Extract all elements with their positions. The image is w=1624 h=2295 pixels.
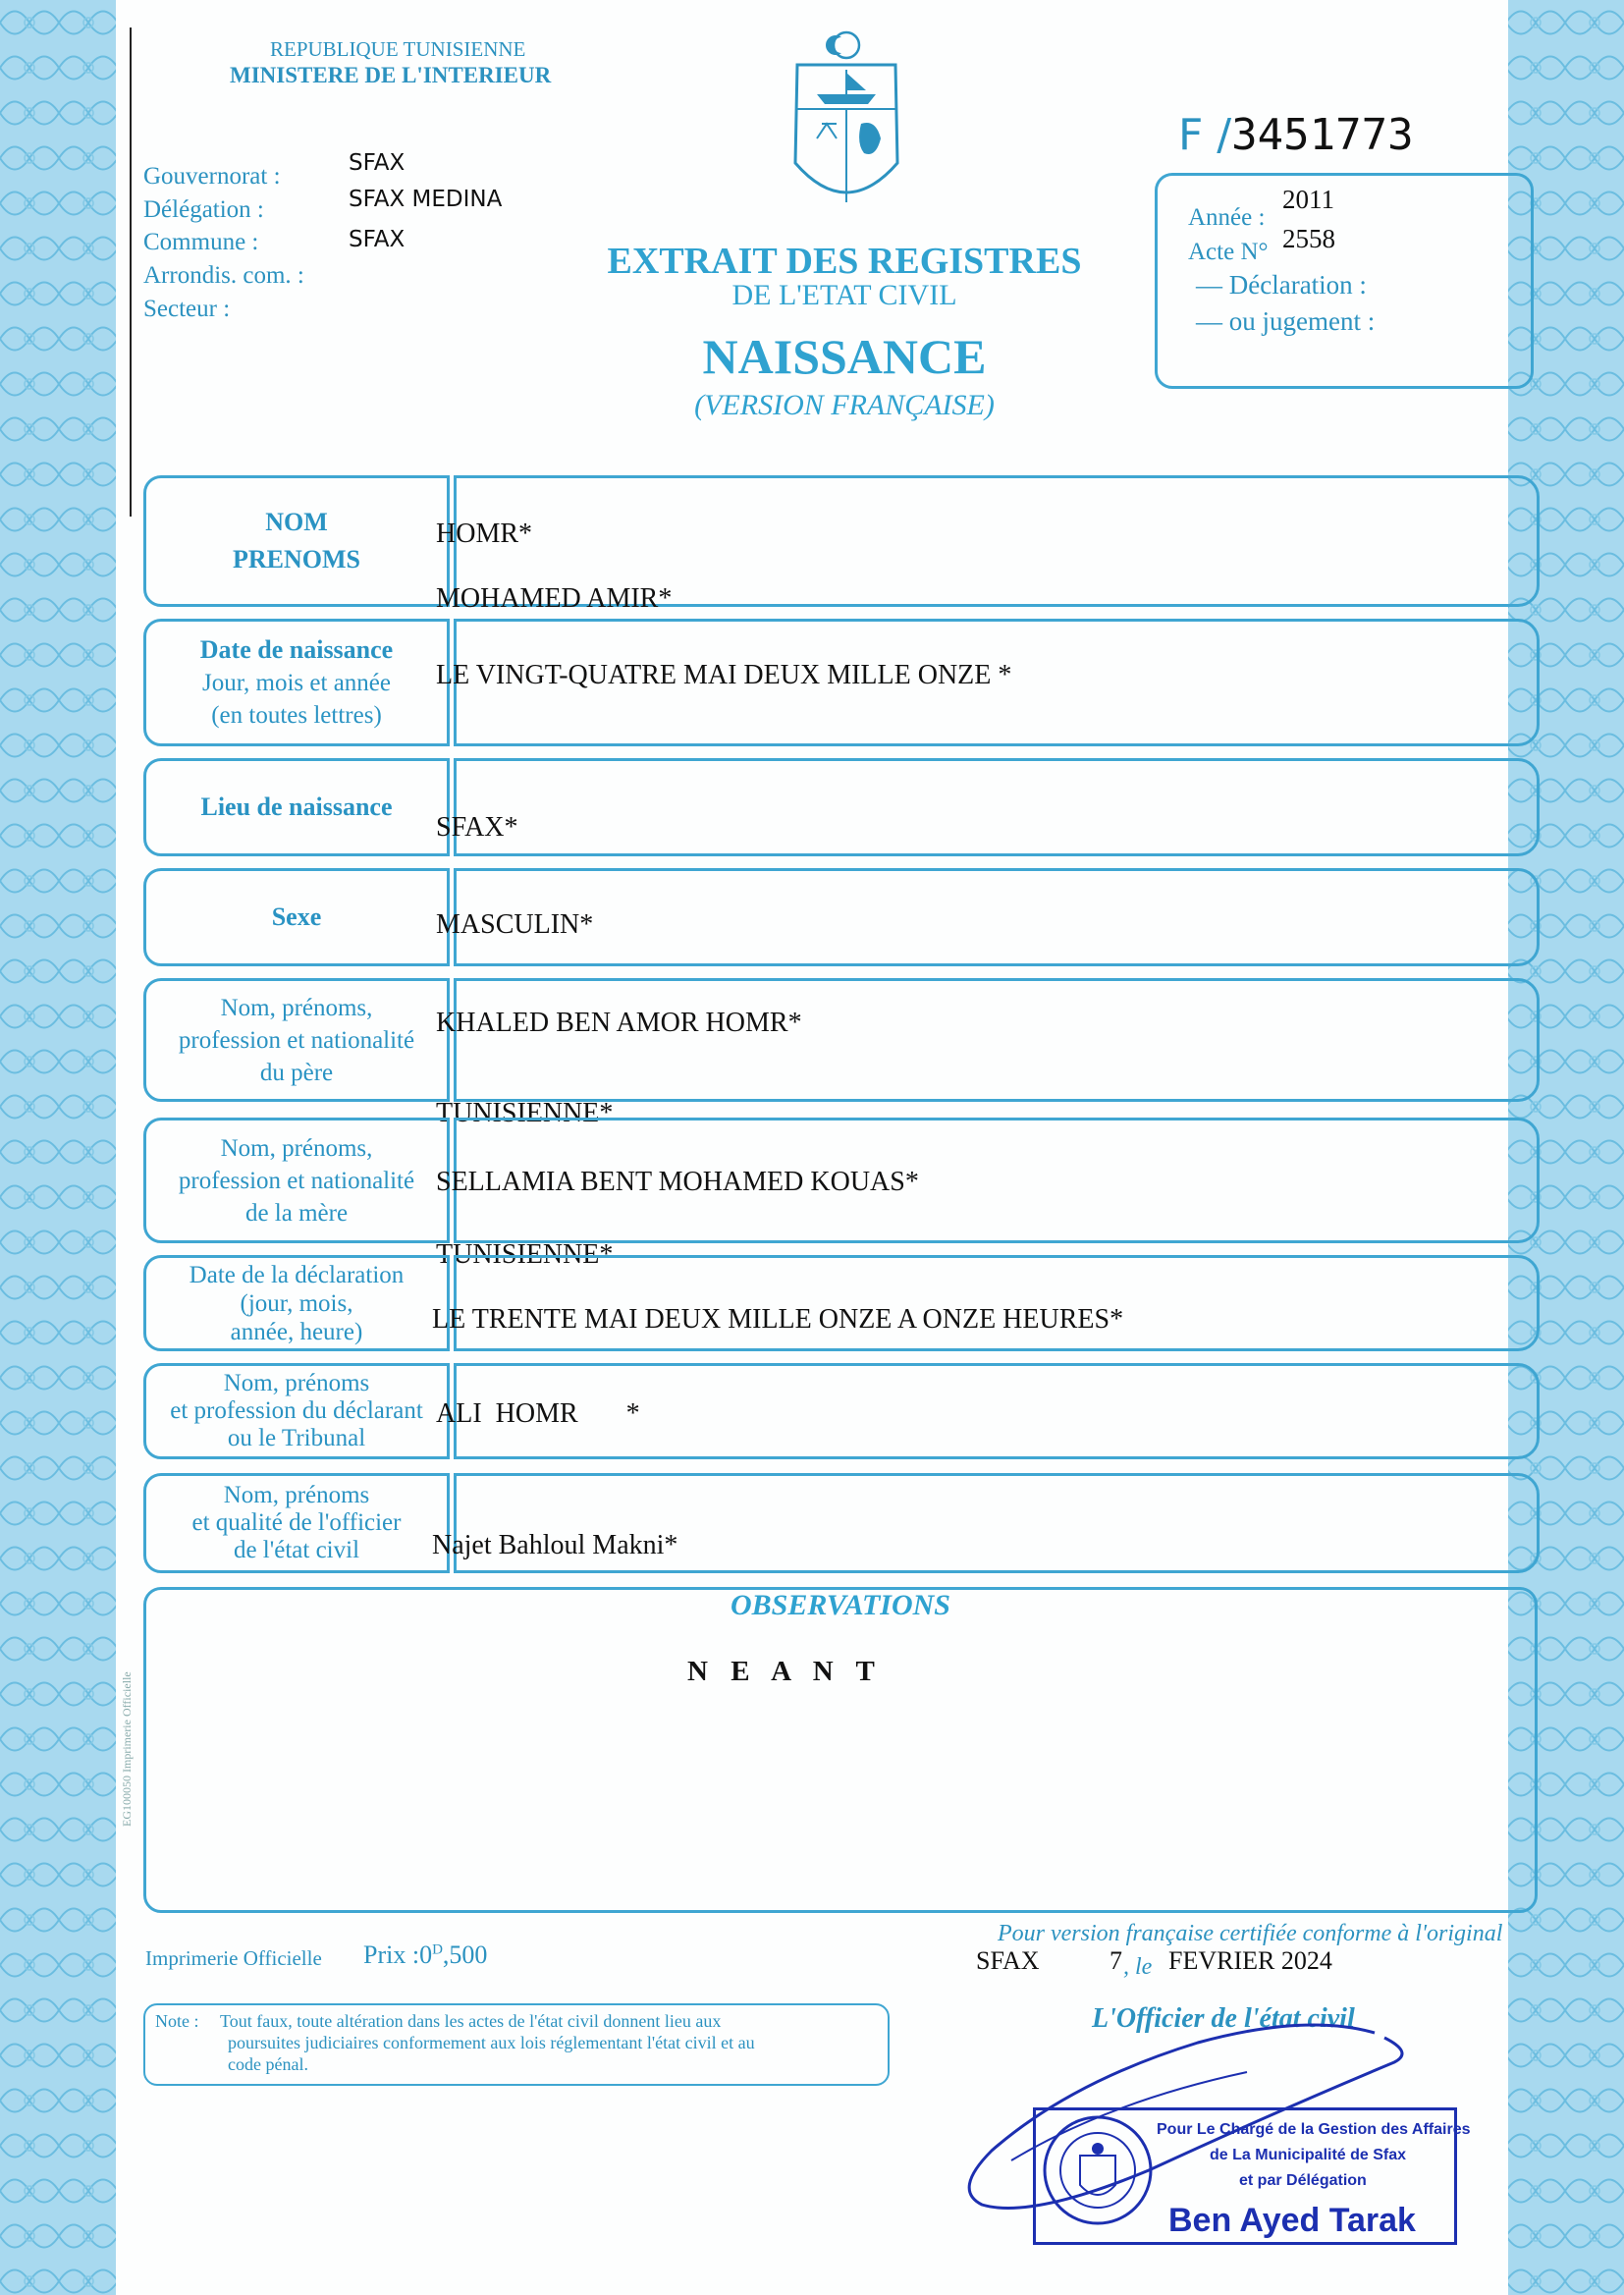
- price: [363, 1940, 487, 1970]
- le-label: , le: [1123, 1954, 1153, 1980]
- commune-value: SFAX: [349, 227, 406, 252]
- officier-label-1: Nom, prénoms: [223, 1482, 370, 1508]
- tunisia-coat-of-arms-icon: [778, 26, 915, 222]
- month-year-value: FEVRIER 2024: [1168, 1946, 1332, 1975]
- declaration-label: — Déclaration :: [1196, 270, 1367, 300]
- mere-label-1: Nom, prénoms,: [220, 1134, 373, 1162]
- price-prefix: Prix :0: [363, 1940, 433, 1969]
- decl-label-3: année, heure): [230, 1318, 363, 1345]
- observations-box: [143, 1587, 1538, 1913]
- secteur-label: Secteur :: [143, 296, 231, 322]
- pere-value-cell: [454, 978, 1540, 1102]
- declaration-date-value-cell: [454, 1255, 1540, 1351]
- serial-value: 3451773: [1231, 110, 1414, 160]
- mere-label-cell: [143, 1118, 450, 1243]
- declarant-label-2: et profession du déclarant: [170, 1397, 423, 1424]
- declarant-label-1: Nom, prénoms: [223, 1370, 370, 1396]
- observations-value: N E A N T: [687, 1656, 883, 1687]
- declaration-date-value: LE TRENTE MAI DEUX MILLE ONZE A ONZE HEURES*: [432, 1304, 1124, 1335]
- price-end: ,500: [442, 1940, 488, 1969]
- mere-nationality: TUNISIENNE*: [436, 1239, 614, 1270]
- observations-title: OBSERVATIONS: [731, 1589, 950, 1621]
- price-sup: D: [432, 1941, 443, 1958]
- arrondissement-label: Arrondis. com. :: [143, 262, 304, 289]
- title-line4: (VERSION FRANÇAISE): [694, 389, 995, 421]
- officier-label-cell: [143, 1473, 450, 1573]
- note-line-1: Tout faux, toute altération dans les actes de l'état civil donnent lieu aux: [220, 2011, 722, 2031]
- dob-label: Date de naissance: [199, 635, 394, 664]
- serial-prefix: F /: [1178, 110, 1232, 160]
- acte-value: 2558: [1282, 224, 1335, 253]
- mere-label-3: de la mère: [244, 1199, 349, 1227]
- country-name: REPUBLIQUE TUNISIENNE: [270, 37, 526, 61]
- nom-label-cell: [143, 475, 450, 607]
- annee-label: Année :: [1188, 204, 1266, 231]
- city-value: SFAX: [976, 1946, 1040, 1975]
- day-value: 7: [1110, 1946, 1122, 1975]
- certified-text: Pour version française certifiée conforme à l'original: [998, 1921, 1503, 1946]
- officier-label-3: de l'état civil: [233, 1537, 360, 1563]
- sexe-label: Sexe: [271, 902, 322, 931]
- side-imprint: EG100050 Imprimerie Officielle: [120, 1671, 134, 1827]
- dob-sublabel-2: (en toutes lettres): [211, 702, 382, 729]
- declaration-date-label-cell: [143, 1255, 450, 1351]
- declarant-value: ALI HOMR *: [436, 1398, 640, 1429]
- left-rule: [130, 27, 132, 517]
- imprimerie-label: Imprimerie Officielle: [145, 1946, 322, 1970]
- prenoms-value: MOHAMED AMIR*: [436, 583, 673, 614]
- mere-value: SELLAMIA BENT MOHAMED KOUAS*: [436, 1167, 919, 1197]
- lieu-label-cell: [143, 758, 450, 856]
- commune-label: Commune :: [143, 229, 259, 255]
- title-line3: NAISSANCE: [702, 329, 987, 384]
- ministry-name: MINISTERE DE L'INTERIEUR: [230, 63, 552, 87]
- sexe-value-cell: [454, 868, 1540, 966]
- pere-label-cell: [143, 978, 450, 1102]
- officier-value: Najet Bahloul Makni*: [432, 1530, 678, 1560]
- declarant-label-3: ou le Tribunal: [227, 1425, 366, 1451]
- nom-label: NOM: [265, 508, 328, 536]
- pere-label-1: Nom, prénoms,: [220, 994, 373, 1021]
- security-border-left: [0, 0, 118, 2295]
- decl-label-1: Date de la déclaration: [189, 1261, 405, 1288]
- dob-value: LE VINGT-QUATRE MAI DEUX MILLE ONZE *: [436, 660, 1012, 690]
- declarant-label-cell: [143, 1363, 450, 1459]
- pere-value: KHALED BEN AMOR HOMR*: [436, 1008, 802, 1038]
- officier-label-2: et qualité de l'officier: [191, 1509, 402, 1536]
- stamp-line-1: Pour Le Chargé de la Gestion des Affaires: [1157, 2121, 1471, 2138]
- jugement-label: — ou jugement :: [1196, 306, 1376, 336]
- pere-label-3: du père: [259, 1059, 334, 1086]
- nom-value: HOMR*: [436, 519, 533, 549]
- stamp-line-3: et par Délégation: [1239, 2172, 1367, 2189]
- title-line1: EXTRAIT DES REGISTRES: [607, 241, 1082, 282]
- note-line-3: code pénal.: [228, 2054, 308, 2074]
- prenoms-label: PRENOMS: [233, 545, 360, 574]
- title-line2: DE L'ETAT CIVIL: [731, 279, 957, 311]
- lieu-value: SFAX*: [436, 812, 518, 843]
- gouvernorat-label: Gouvernorat :: [143, 163, 281, 190]
- lieu-label: Lieu de naissance: [200, 792, 393, 821]
- pere-label-2: profession et nationalité: [178, 1026, 415, 1054]
- pere-nationality: TUNISIENNE*: [436, 1098, 614, 1128]
- lieu-value-cell: [454, 758, 1540, 856]
- annee-value: 2011: [1282, 185, 1334, 214]
- dob-label-cell: [143, 619, 450, 746]
- note-line-2: poursuites judiciaires conformement aux lois réglementant l'état civil et au: [228, 2033, 755, 2052]
- mere-label-2: profession et nationalité: [178, 1167, 415, 1194]
- sexe-label-cell: [143, 868, 450, 966]
- officer-title: L'Officier de l'état civil: [1092, 2003, 1355, 2034]
- municipal-seal-icon: [1039, 2111, 1157, 2229]
- delegation-label: Délégation :: [143, 196, 264, 223]
- delegation-value: SFAX MEDINA: [349, 187, 503, 212]
- stamp-line-2: de La Municipalité de Sfax: [1210, 2147, 1407, 2163]
- gouvernorat-value: SFAX: [349, 150, 406, 176]
- acte-label: Acte N°: [1188, 239, 1269, 265]
- decl-label-2: (jour, mois,: [240, 1289, 353, 1317]
- note-prefix: Note :: [155, 2011, 199, 2031]
- sexe-value: MASCULIN*: [436, 909, 594, 940]
- stamp-name: Ben Ayed Tarak: [1168, 2202, 1416, 2239]
- serial-number: [1178, 110, 1414, 160]
- dob-sublabel-1: Jour, mois et année: [201, 670, 391, 696]
